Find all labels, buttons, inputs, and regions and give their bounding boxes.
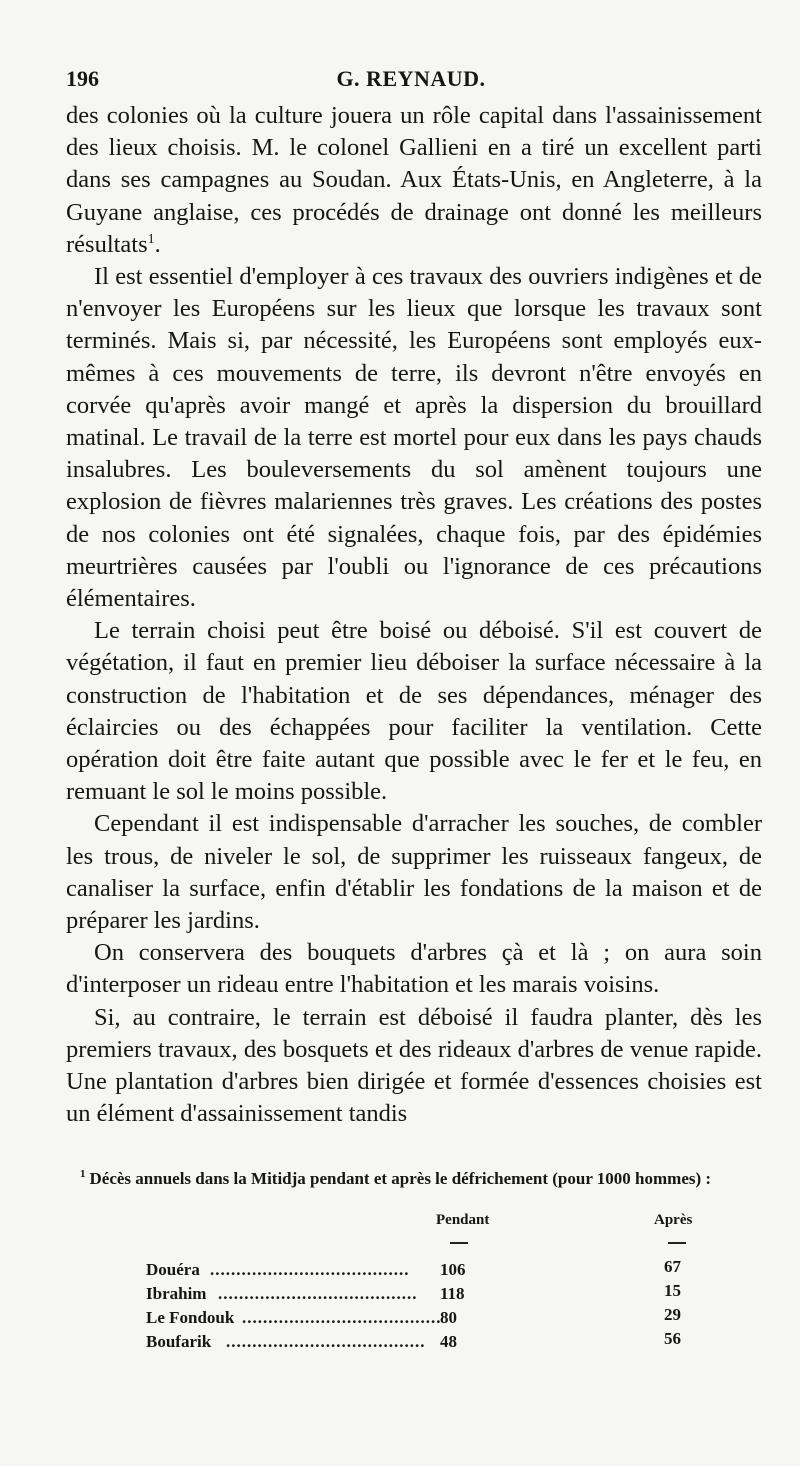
table-row <box>118 1257 758 1282</box>
value-apres: 29 <box>664 1305 681 1324</box>
dot-leader: ...................................... <box>218 1284 418 1303</box>
paragraph-6: Si, au contraire, le terrain est déboisé il faudra planter, dès les premiers travaux, des bosquets et des rideaux d'arbres de venue rapide. Une plantation d'arbres bien dirigée et formée d'essences choisies est un élément d'assainissement tandis <box>66 1003 762 1128</box>
footnote-mark: 1 <box>80 1168 86 1181</box>
body-text <box>66 100 762 1131</box>
paragraph-2: Il est essentiel d'employer à ces travaux des ouvriers indigènes et de n'envoyer les Européens sur les lieux que lorsque les travaux sont terminés. Mais si, par nécessité, les Européens sont employés eux-mêmes à ces mouvements de terre, ils devront n'être envoyés en corvée qu'après avoir mangé et après la dispersion du brouillard matinal. Le travail de la terre est mortel pour eux dans les pays chauds insalubres. Les bouleversements du sol amènent toujours une explosion de fièvres malariennes très graves. Les créations des postes de nos colonies ont été signalées, chaque fois, par des épidémies meurtrières causées par l'oubli ou l'ignorance de ces précautions élémentaires. <box>66 263 762 613</box>
paragraph-1: des colonies où la culture jouera un rôle capital dans l'assainissement des lieux choisis. M. le colonel Gallieni en a tiré un excellent parti dans ses campagnes au Soudan. Aux États-Unis, en Angleterre, à la Guyane anglaise, ces procédés de drainage ont donné les meilleurs résultats$^1$. <box>66 102 762 258</box>
dot-leader: ...................................... <box>242 1308 442 1327</box>
paragraph-4: Cependant il est indispensable d'arracher les souches, de combler les trous, de niveler le sol, de supprimer les ruisseaux fangeux, de canaliser la surface, enfin d'établir les fondations de la maison et de préparer les jardins. <box>66 810 762 935</box>
place-name: Douéra <box>146 1260 200 1279</box>
value-pendant: 118 <box>440 1284 465 1303</box>
place-name: Ibrahim <box>146 1284 207 1303</box>
place-name: Boufarik <box>146 1332 212 1351</box>
running-head-author: G. REYNAUD. <box>336 66 486 91</box>
table-row <box>118 1329 758 1354</box>
value-apres: 67 <box>664 1257 681 1276</box>
col-divider-dash <box>450 1242 468 1244</box>
col-header-pendant: Pendant <box>436 1212 490 1228</box>
value-pendant: 106 <box>440 1260 466 1279</box>
col-divider-dash <box>668 1242 686 1244</box>
running-header <box>66 66 756 96</box>
footnote-reference: 1 <box>147 231 155 247</box>
footnote <box>66 1167 762 1190</box>
dot-leader: ...................................... <box>210 1260 410 1279</box>
paragraph-5: On conservera des bouquets d'arbres çà et là ; on aura soin d'interposer un rideau entre l'habitation et les marais voisins. <box>66 939 762 999</box>
page-number: 196 <box>66 66 99 91</box>
value-apres: 15 <box>664 1281 681 1300</box>
table-row <box>118 1281 758 1306</box>
value-pendant: 80 <box>440 1308 457 1327</box>
dot-leader: ...................................... <box>226 1332 426 1351</box>
footnote-text: Décès annuels dans la Mitidja pendant et après le défrichement (pour 1000 hommes) : <box>89 1169 712 1188</box>
value-pendant: 48 <box>440 1332 457 1351</box>
table-row <box>118 1305 758 1330</box>
col-header-apres: Après <box>654 1212 693 1228</box>
paragraph-3: Le terrain choisi peut être boisé ou déboisé. S'il est couvert de végétation, il faut en premier lieu déboiser la surface nécessaire à la construction de l'habitation et de ses dépendances, ménager des éclaircies ou des échappées pour faciliter la ventilation. Cette opération doit être faite autant que possible avec le fer et le feu, en remuant le sol le moins possible. <box>66 617 762 806</box>
place-name: Le Fondouk <box>146 1308 235 1327</box>
value-apres: 56 <box>664 1329 681 1348</box>
